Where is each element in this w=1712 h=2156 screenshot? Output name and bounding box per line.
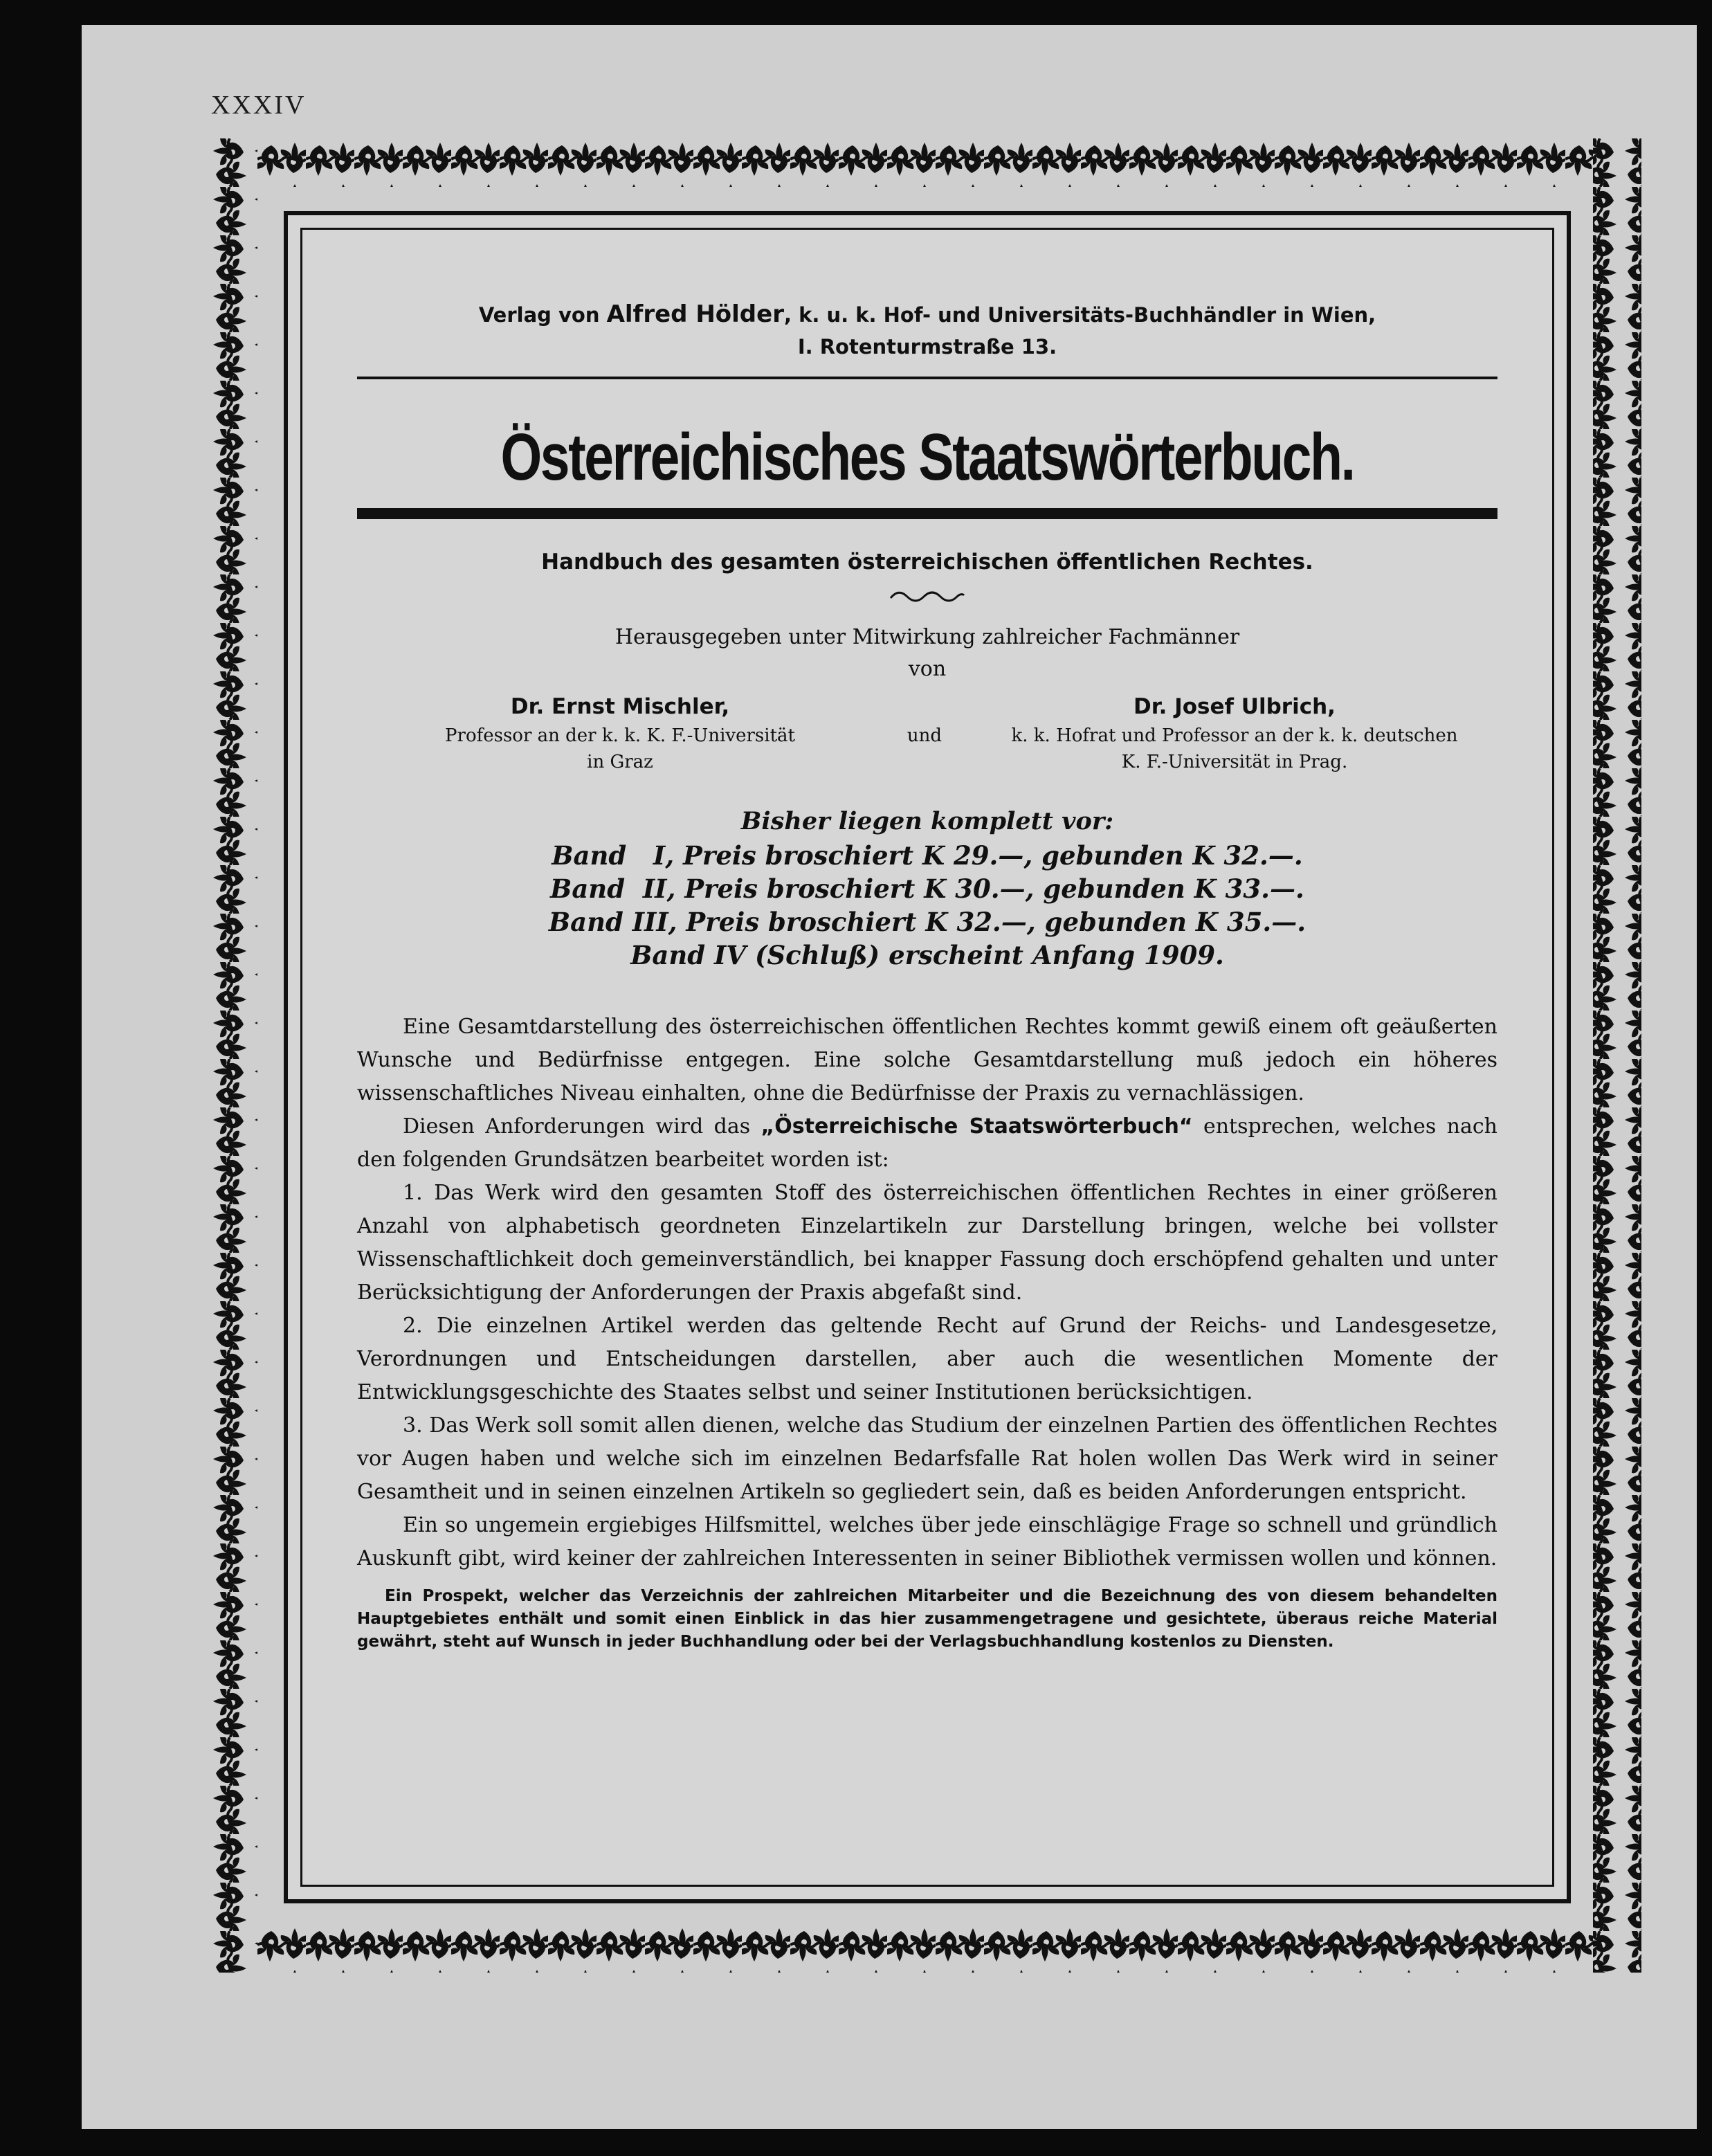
paragraph: 3. Das Werk soll somit allen dienen, welche das Studium der einzelnen Partien des öffentlichen Rechtes vor Augen haben und welche sich im einzelnen Bedarfsfalle Rat holen wollen Das Werk wird in seiner Gesamtheit und in seinen einzelnen Artikeln so gegliedert sein, daß es beiden Anforderungen entspricht. [357,1413,1497,1504]
divider-thin [357,377,1497,379]
book-subtitle: Handbuch des gesamten österreichischen öffentlichen Rechtes. [541,550,1313,574]
editors-und: und [907,725,942,746]
paragraph: 1. Das Werk wird den gesamten Stoff des österreichischen öffentlichen Rechtes in einer größeren Anzahl von alphabetisch geordneten Einzelartikeln zur Darstellung bringen, welche bei vollster Wissenschaftlichkeit doch gemeinverständlich, bei knapper Fassung doch erschöpfend gehalten und unter Berücksichtigung der Anforderungen der Praxis abgefaßt sind. [357,1181,1497,1305]
editor-right: Dr. Josef Ulbrich, k. k. Hofrat und Professor an der k. k. deutschen K. F.-Universität in Prag. [972,694,1497,775]
advertisement-content [357,298,1497,1654]
page-number: XXXIV [211,91,307,120]
publisher-address: I. Rotenturmstraße 13. [797,335,1057,359]
volume-line: Band IV (Schluß) erscheint Anfang 1909. [630,940,1224,970]
prospekt-notice: Ein Prospekt, welcher das Verzeichnis der zahlreichen Mitarbeiter und die Bezeichnung des von diesem behandelten Hauptgebietes enthält und somit einen Einblick in das hier zusammengetragene und gesichtete, überaus reiche Material gewährt, steht auf Wunsch in jeder Buchhandlung oder bei der Verlagsbuchhandlung kostenlos zu Diensten. [357,1587,1497,1651]
volume-line: Band III, Preis broschiert K 32.—, gebunden K 35.—. [548,907,1306,937]
publisher-imprint [357,298,1497,363]
volume-line: Band I, Preis broschiert K 29.—, gebunden K 32.—. [552,840,1303,871]
edited-by: Herausgegeben unter Mitwirkung zahlreicher Fachmänner von [357,622,1497,685]
squiggle-ornament [889,590,965,604]
paragraph: 2. Die einzelnen Artikel werden das geltende Recht auf Grund der Reichs- und Landesgesetze, Verordnungen und Entscheidungen darstellen, aber auch die wesentlichen Momente der Entwicklungsgeschichte des Staates selbst und seiner Institutionen berücksichtigen. [357,1314,1497,1404]
editors-block [357,694,1497,783]
publisher-name: Alfred Hölder [606,300,784,328]
paragraph: Ein so ungemein ergiebiges Hilfsmittel, welches über jede einschlägige Frage so schnell und gründlich Auskunft gibt, wird keiner der zahlreichen Interessenten in seiner Bibliothek vermissen wollen und können. [357,1513,1497,1570]
advertisement-frame [284,211,1571,1903]
work-title-inline: „Österreichische Staatswörterbuch“ [761,1114,1193,1139]
editor-right-name: Dr. Josef Ulbrich, [1133,694,1336,719]
available-volumes [357,804,1497,972]
editor-left-name: Dr. Ernst Mischler, [510,694,730,719]
paragraph: Diesen Anforderungen wird das „Österreichische Staatswörterbuch“ entsprechen, welches nach den folgenden Grundsätzen bearbeitet worden ist: [357,1114,1497,1172]
divider-thick [357,508,1497,519]
volume-line: Band II, Preis broschiert K 30.—, gebunden K 33.—. [550,873,1304,904]
available-heading: Bisher liegen komplett vor: [740,807,1114,835]
von-text: von [908,657,947,681]
paragraph: Eine Gesamtdarstellung des österreichischen öffentlichen Rechtes kommt gewiß einem oft geäußerten Wunsche und Bedürfnisse entgegen. Eine solche Gesamtdarstellung muß jedoch ein höheres wissenschaftliches Niveau einhalten, ohne die Bedürfnisse der Praxis zu vernachlässigen. [357,1015,1497,1105]
editor-left: Dr. Ernst Mischler, Professor an der k. k. K. F.-Universität in Graz [399,694,841,775]
publisher-line-1: Verlag von Alfred Hölder, k. u. k. Hof- und Universitäts-Buchhändler in Wien, [478,300,1376,328]
description-text [357,1011,1497,1575]
book-title: Österreichisches Staatswörterbuch. [500,420,1354,494]
